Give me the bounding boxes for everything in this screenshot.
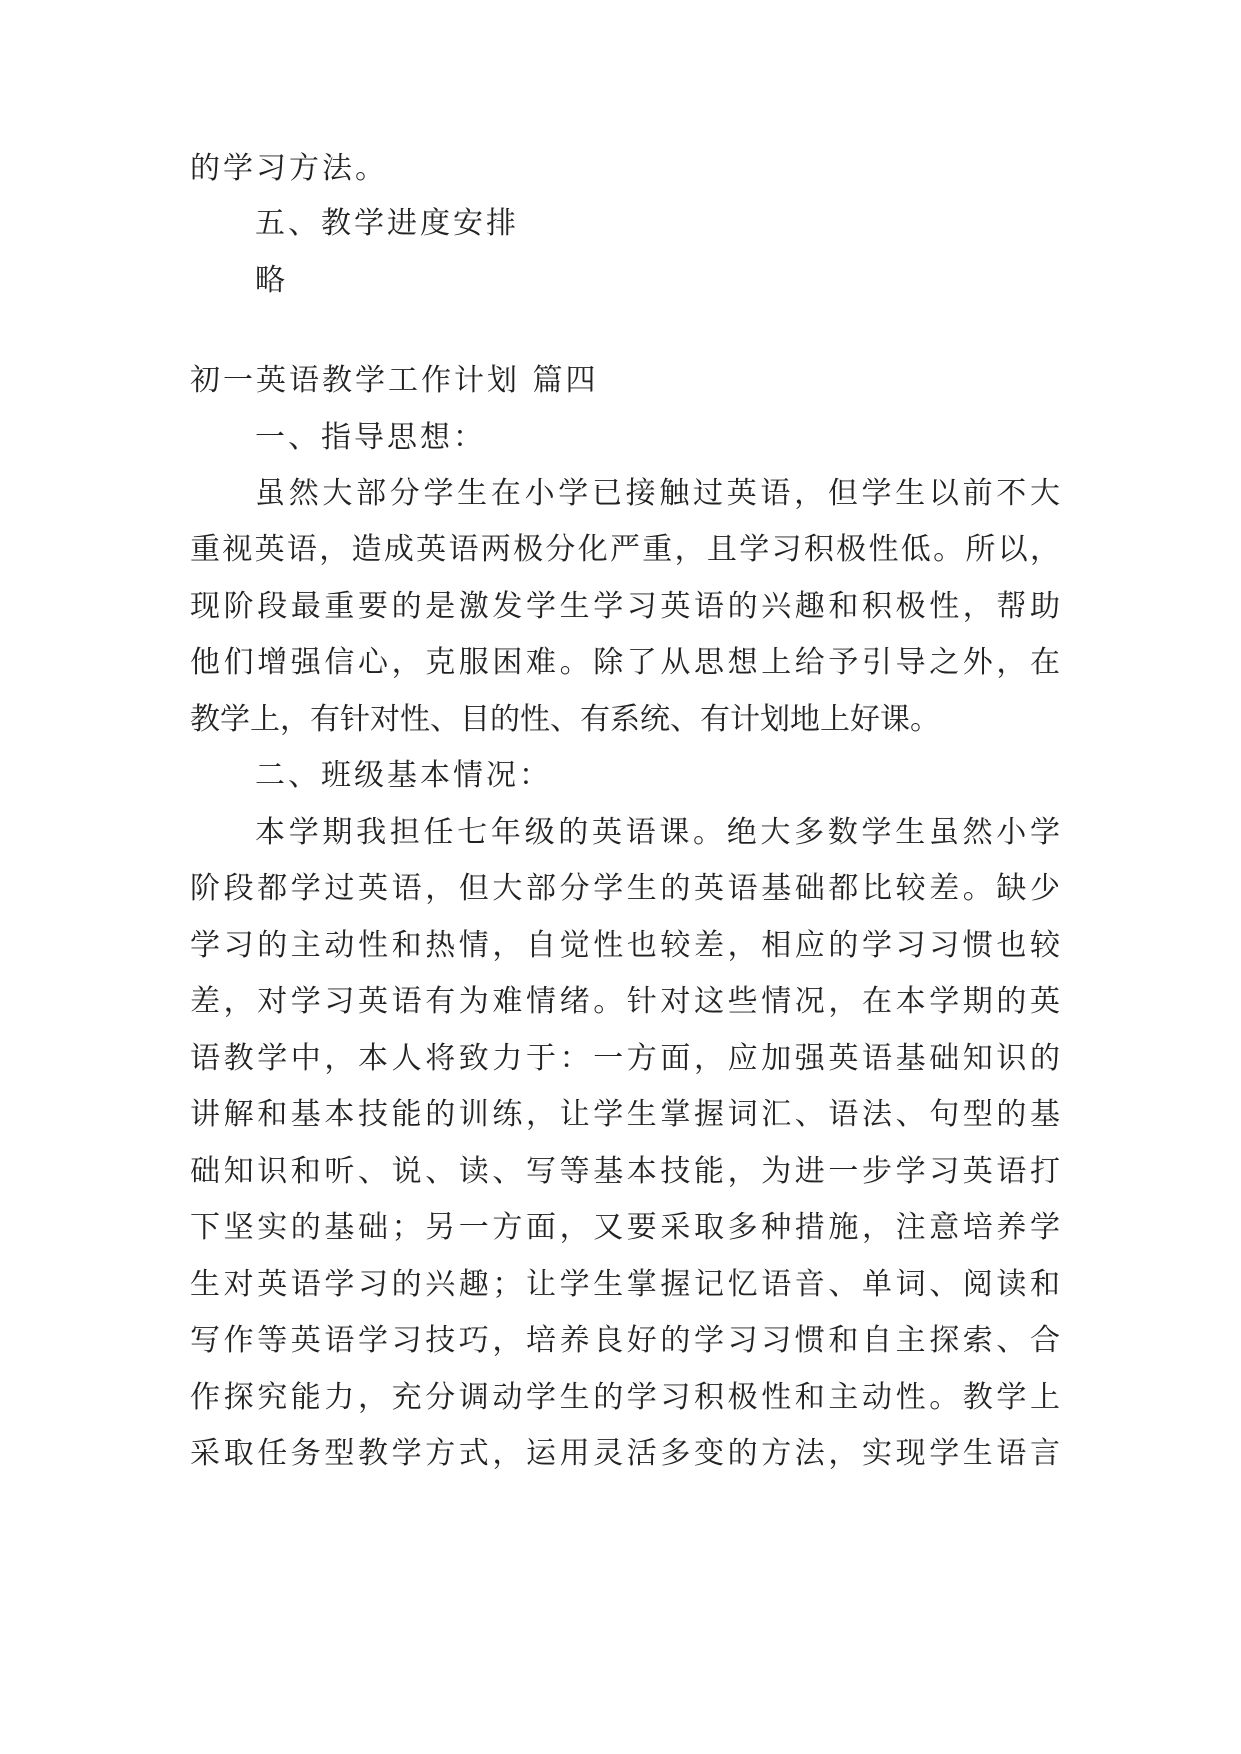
paragraph-line: 础知识和听、说、读、写等基本技能，为进一步学习英语打: [190, 1154, 1060, 1189]
section-heading: 二、班级基本情况：: [255, 758, 552, 793]
paragraph-line: 略: [255, 263, 288, 298]
paragraph-line: 语教学中，本人将致力于：一方面，应加强英语基础知识的: [190, 1041, 1060, 1076]
paragraph-line: 讲解和基本技能的训练，让学生掌握词汇、语法、句型的基: [190, 1097, 1060, 1132]
section-heading: 五、教学进度安排: [255, 206, 519, 241]
paragraph-line: 现阶段最重要的是激发学生学习英语的兴趣和积极性，帮助: [190, 589, 1060, 624]
paragraph-line: 重视英语，造成英语两极分化严重，且学习积极性低。所以，: [190, 532, 1060, 567]
paragraph-line: 本学期我担任七年级的英语课。绝大多数学生虽然小学: [255, 815, 1060, 850]
paragraph-line: 生对英语学习的兴趣；让学生掌握记忆语音、单词、阅读和: [190, 1267, 1060, 1302]
paragraph-line: 的学习方法。: [190, 151, 388, 186]
paragraph-line: 教学上，有针对性、目的性、有系统、有计划地上好课。: [190, 702, 940, 737]
paragraph-line: 写作等英语学习技巧，培养良好的学习习惯和自主探索、合: [190, 1323, 1060, 1358]
paragraph-line: 采取任务型教学方式，运用灵活多变的方法，实现学生语言: [190, 1436, 1060, 1471]
paragraph-line: 虽然大部分学生在小学已接触过英语，但学生以前不大: [255, 476, 1060, 511]
paragraph-line: 学习的主动性和热情，自觉性也较差，相应的学习习惯也较: [190, 928, 1060, 963]
document-title: 初一英语教学工作计划 篇四: [190, 363, 599, 398]
paragraph-line: 他们增强信心，克服困难。除了从思想上给予引导之外，在: [190, 645, 1060, 680]
paragraph-line: 阶段都学过英语，但大部分学生的英语基础都比较差。缺少: [190, 871, 1060, 906]
section-heading: 一、指导思想：: [255, 420, 486, 455]
paragraph-line: 作探究能力，充分调动学生的学习积极性和主动性。教学上: [190, 1380, 1060, 1415]
paragraph-line: 差，对学习英语有为难情绪。针对这些情况，在本学期的英: [190, 984, 1060, 1019]
paragraph-line: 下坚实的基础；另一方面，又要采取多种措施，注意培养学: [190, 1210, 1060, 1245]
